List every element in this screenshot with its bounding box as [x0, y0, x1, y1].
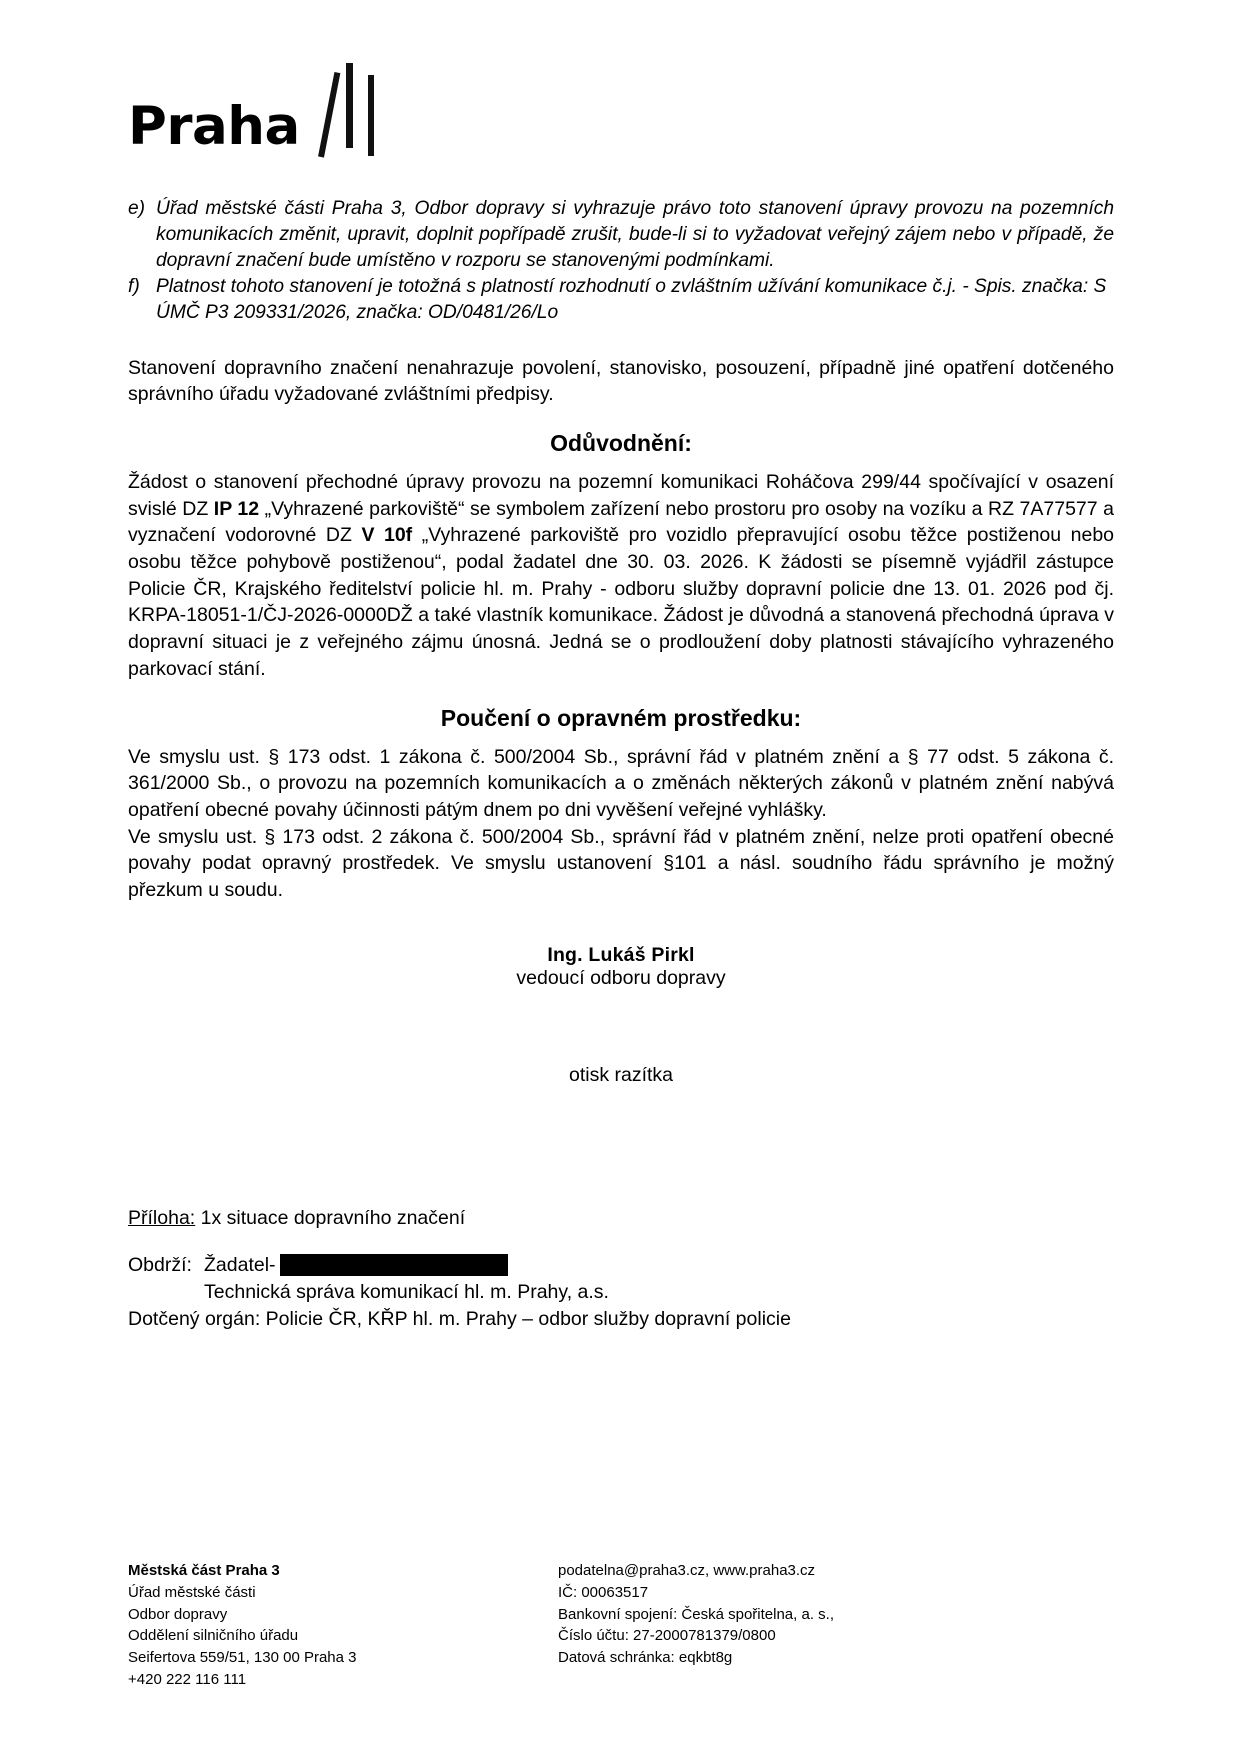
list-marker-e: e)	[128, 198, 146, 219]
footer-address: Seifertova 559/51, 130 00 Praha 3	[128, 1649, 357, 1666]
remedy-paragraph-2: Ve smyslu ust. § 173 odst. 2 zákona č. 500/2004 Sb., správní řád v platném znění, nelze proti opatření obecné povahy podat opravný prostředek. Ve smyslu ustanovení §101 a násl. soudního řádu správního je možný přezkum u soudu.	[128, 825, 1114, 902]
list-marker-f: f)	[128, 276, 140, 298]
footer-left-column	[128, 1560, 558, 1691]
stamp-note: otisk razítka	[568, 1063, 674, 1086]
remedy-body	[128, 744, 1114, 904]
signatory-name: Ing. Lukáš Pirkl	[547, 943, 695, 966]
footer-databox: Datová schránka: eqkbt8g	[558, 1649, 733, 1666]
list-item	[128, 274, 1114, 326]
footer-org-name: Městská část Praha 3	[128, 1562, 280, 1579]
list-text-e: Úřad městské části Praha 3, Odbor dopravy si vyhrazuje právo toto stanovení úpravy provozu na pozemních komunikacích změnit, upravit, doplnit popřípadě zrušit, bude-li si to vyžadovat veřejný zájem nebo v případě, že dopravní značení bude umístěno v rozporu se stanovenými podmínkami.	[156, 198, 1114, 272]
logo-bar-right	[368, 75, 374, 156]
recipient-authority: Dotčený orgán: Policie ČR, KŘP hl. m. Prahy – odbor služby dopravní policie	[128, 1308, 791, 1331]
intro-paragraph: Stanovení dopravního značení nenahrazuje povolení, stanovisko, posouzení, případně jiné opatření dotčeného správního úřadu vyžadované zvláštními předpisy.	[128, 356, 1114, 406]
reasoning-body	[128, 469, 1114, 683]
reasoning-part1: Žádost o stanovení přechodné úpravy provozu na pozemní komunikaci Roháčova 299/44 spočívající v osazení svislé DZ	[128, 470, 1114, 520]
logo-bar-middle	[346, 63, 353, 148]
reasoning-heading: Odůvodnění:	[550, 429, 692, 456]
recipient-applicant-label: Žadatel-	[204, 1253, 276, 1276]
reasoning-part3: „Vyhrazené parkoviště pro vozidlo přepravující osobu těžce postiženou nebo osobu těžce pohybově postiženou“, podal žadatel dne 30. 03. 2026. K žádosti se písemně vyjádřil zástupce Policie ČR, Krajského ředitelství policie hl. m. Prahy - odboru služby dopravní policie dne 13. 01. 2026 pod čj. KRPA-18051-1/ČJ-2026-0000DŽ a také vlastník komunikace. Žádost je důvodná a stanovená přechodná úprava v dopravní situaci je z veřejného zájmu únosná. Jedná se o prodloužení doby platnosti stávajícího vyhrazeného parkovací stání.	[128, 524, 1115, 680]
attachment-line	[128, 1207, 1114, 1230]
footer-right-column	[558, 1560, 1114, 1691]
recipients-label: Obdrží:	[128, 1253, 192, 1276]
footer-unit: Oddělení silničního úřadu	[128, 1627, 299, 1645]
attachment-value: 1x situace dopravního značení	[200, 1206, 466, 1229]
intro-paragraph-wrap	[128, 355, 1114, 408]
sign-code-vertical: IP 12	[213, 497, 260, 520]
attachment-label: Příloha:	[128, 1206, 196, 1229]
footer-email-web: podatelna@praha3.cz, www.praha3.cz	[558, 1562, 816, 1579]
sign-code-horizontal: V 10f	[361, 524, 413, 547]
conditions-list	[128, 196, 1114, 327]
logo-bar-slash	[318, 72, 340, 158]
footer-bank: Bankovní spojení: Česká spořitelna, a. s.,	[558, 1605, 834, 1623]
footer-account: Číslo účtu: 27-2000781379/0800	[558, 1627, 776, 1645]
page-footer	[128, 1560, 1114, 1691]
footer-ico: IČ: 00063517	[558, 1583, 649, 1601]
remedy-heading: Poučení o opravném prostředku:	[440, 704, 802, 731]
recipient-row-applicant	[128, 1252, 1114, 1279]
recipients-block	[128, 1252, 1114, 1334]
list-text-f: Platnost tohoto stanovení je totožná s platností rozhodnutí o zvláštním užívání komunikace č.j. - Spis. značka: S ÚMČ P3 209331/2026, značka: OD/0481/26/Lo	[156, 276, 1107, 324]
footer-phone: +420 222 116 111	[128, 1670, 247, 1688]
document-body	[128, 196, 1114, 1334]
redaction-bar	[280, 1254, 508, 1276]
reasoning-part2: „Vyhrazené parkoviště“ se symbolem zařízení nebo prostoru pro osoby na vozíku a RZ 7A77577 a vyznačení vodorovné DZ	[128, 497, 1114, 547]
footer-department: Odbor dopravy	[128, 1605, 228, 1623]
remedy-paragraph-1: Ve smyslu ust. § 173 odst. 1 zákona č. 500/2004 Sb., správní řád v platném znění a § 77 odst. 5 zákona č. 361/2000 Sb., o provozu na pozemních komunikacích a o změnách některých zákonů v platném znění nabývá opatření obecné povahy účinnosti pátým dnem po dni vyvěšení veřejné vyhlášky.	[128, 745, 1114, 821]
recipient-row-tsk	[128, 1279, 1114, 1306]
signature-block	[128, 944, 1114, 990]
recipient-tsk: Technická správa komunikací hl. m. Prahy, a.s.	[204, 1281, 609, 1304]
praha-three-bars-mark	[310, 57, 390, 157]
footer-office: Úřad městské části	[128, 1583, 256, 1601]
reasoning-paragraph	[128, 469, 1114, 683]
praha-logo	[128, 52, 390, 157]
logo-wordmark: Praha	[128, 96, 300, 157]
signatory-role: vedoucí odboru dopravy	[516, 966, 726, 989]
list-item	[128, 196, 1114, 274]
